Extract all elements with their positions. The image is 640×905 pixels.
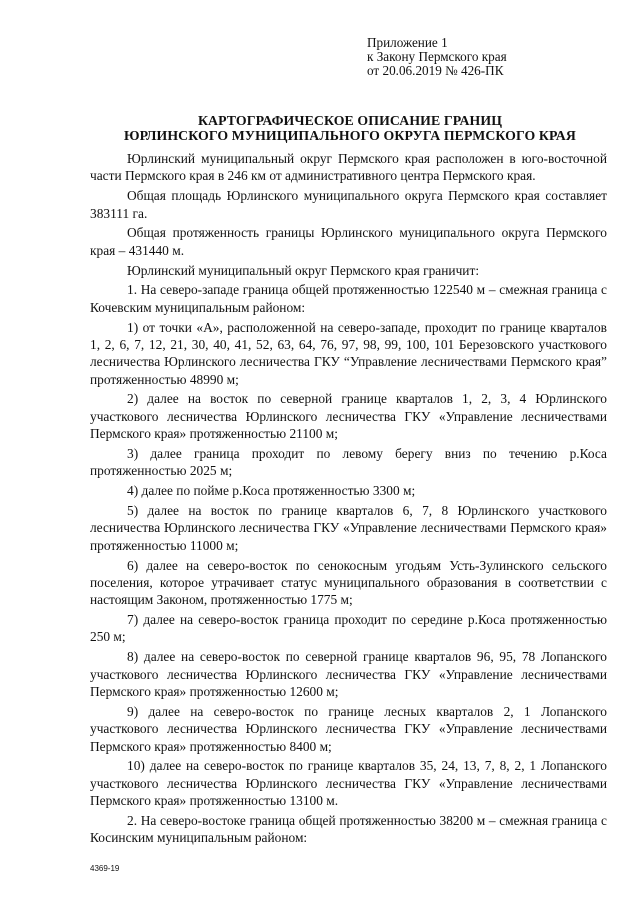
paragraph: Юрлинский муниципальный округ Пермского края граничит: (127, 262, 480, 278)
paragraph: Общая протяженность границы Юрлинского муниципального округа Пермского края – 431440 м. (90, 225, 607, 258)
document-title (90, 113, 610, 143)
paragraph: 1) от точки «А», расположенной на северо-западе, проходит по границе кварталов 1, 2, 6, 7, 12, 21, 30, 40, 41, 52, 63, 64, 76, 97, 98, 99, 100, 101 Березовского участкового лесничества Юрлинского лесничества ГКУ “Управление лесничествами Пермского края” протяженностью 48990 м; (90, 319, 607, 387)
paragraph: 2. На северо-востоке граница общей протяженностью 38200 м – смежная граница с Косинским муниципальным районом: (90, 812, 607, 846)
paragraph: Юрлинский муниципальный округ Пермского края расположен в юго-восточной части Пермского края в 246 км от административного центра Пермского края. (90, 151, 607, 184)
paragraph: 1. На северо-западе граница общей протяженностью 122540 м – смежная граница с Кочевским муниципальным районом: (90, 282, 607, 315)
paragraph: 4) далее по пойме р.Коса протяженностью 3300 м; (127, 483, 416, 499)
appendix-block (367, 36, 507, 78)
paragraph: 8) далее на северо-восток по северной границе кварталов 96, 95, 78 Лопанского участкового лесничества Юрлинского лесничества ГКУ «Управление лесничествами Пермского края» протяженностью 12600 м; (90, 649, 607, 699)
paragraph: 10) далее на северо-восток по границе кварталов 35, 24, 13, 7, 8, 2, 1 Лопанского участкового лесничества Юрлинского лесничества ГКУ «Управление лесничествами Пермского края» протяженностью 13100 м. (90, 758, 607, 809)
document-code: 4369-19 (90, 864, 120, 873)
title-line-1: КАРТОГРАФИЧЕСКОЕ ОПИСАНИЕ ГРАНИЦ (197, 113, 503, 128)
paragraph: 2) далее на восток по северной границе кварталов 1, 2, 3, 4 Юрлинского участкового лесничества Юрлинского лесничества ГКУ «Управление лесничествами Пермского края» протяженностью 21100 м; (90, 391, 607, 442)
document-body (90, 150, 607, 849)
paragraph: 7) далее на северо-восток граница проходит по середине р.Коса протяженностью 250 м; (90, 612, 607, 645)
paragraph: 3) далее граница проходит по левому берегу вниз по течению р.Коса протяженностью 2025 м; (90, 446, 607, 479)
appendix-line-3: от 20.06.2019 № 426-ПК (367, 63, 504, 78)
paragraph: 5) далее на восток по границе кварталов 6, 7, 8 Юрлинского участкового лесничества Юрлинского лесничества ГКУ «Управление лесничествами Пермского края» протяженностью 11000 м; (90, 503, 607, 553)
paragraph: 9) далее на северо-восток по границе лесных кварталов 2, 1 Лопанского участкового лесничества Юрлинского лесничества ГКУ «Управление лесничествами Пермского края» протяженностью 8400 м; (90, 703, 607, 754)
appendix-line-1: Приложение 1 (367, 35, 448, 50)
paragraph: 6) далее на северо-восток по сенокосным угодьям Усть-Зулинского сельского поселения, которое утрачивает статус муниципального образования в соответствии с настоящим Законом, протяженностью 1775 м; (90, 557, 607, 608)
paragraph: Общая площадь Юрлинского муниципального округа Пермского края составляет 383111 га. (90, 188, 607, 221)
appendix-line-2: к Закону Пермского края (367, 49, 507, 64)
title-line-2: ЮРЛИНСКОГО МУНИЦИПАЛЬНОГО ОКРУГА ПЕРМСКОГО КРАЯ (124, 128, 576, 143)
